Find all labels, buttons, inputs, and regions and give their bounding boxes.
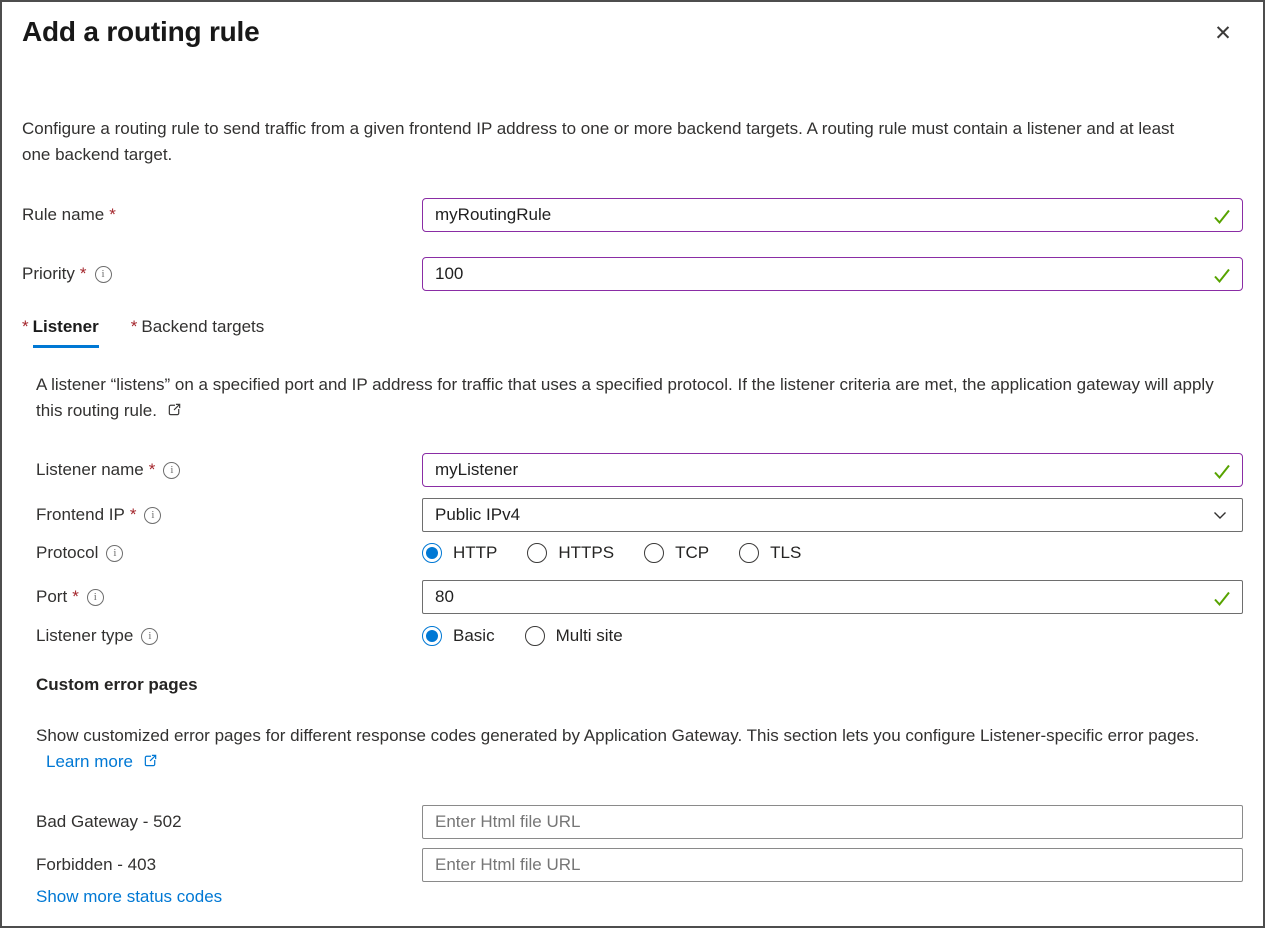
required-asterisk: * xyxy=(129,505,137,524)
bad-gateway-row xyxy=(22,805,1243,839)
listener-info-text xyxy=(22,372,1217,425)
rule-name-label-text: Rule name xyxy=(22,205,105,224)
protocol-row xyxy=(22,540,1243,566)
required-asterisk: * xyxy=(109,205,116,224)
tab-backend-targets-label: Backend targets xyxy=(141,317,265,336)
learn-more-label: Learn more xyxy=(46,752,133,771)
info-icon[interactable] xyxy=(144,507,161,524)
forbidden-field-wrap xyxy=(422,848,1243,882)
forbidden-label-text: Forbidden - 403 xyxy=(36,855,157,874)
radio-multi-site[interactable] xyxy=(525,626,623,646)
info-icon[interactable] xyxy=(141,628,158,645)
radio-tls[interactable] xyxy=(739,543,801,563)
frontend-ip-row xyxy=(22,498,1243,532)
radio-multi-site-label: Multi site xyxy=(555,626,623,645)
custom-error-pages-heading: Custom error pages xyxy=(36,675,198,694)
custom-error-pages-description-text: Show customized error pages for different response codes generated by Application Gateway. This section lets you configure Listener-specific error pages. xyxy=(36,726,1200,745)
custom-error-pages-description xyxy=(22,723,1222,776)
radio-button-icon xyxy=(422,543,442,563)
listener-type-row xyxy=(22,623,1243,649)
close-button[interactable] xyxy=(1207,18,1239,50)
radio-http[interactable] xyxy=(422,543,497,563)
listener-type-label-text: Listener type xyxy=(36,626,134,645)
dialog-description: Configure a routing rule to send traffic from a given frontend IP address to one or more backend targets. A routing rule must contain a listener and at least one backend target. xyxy=(22,119,1175,164)
priority-label xyxy=(22,264,422,284)
page-title: Add a routing rule xyxy=(22,16,260,47)
info-icon[interactable] xyxy=(163,462,180,479)
listener-type-label xyxy=(22,626,422,646)
port-label-text: Port xyxy=(36,587,68,606)
rule-name-label xyxy=(22,205,422,225)
listener-name-row xyxy=(22,453,1243,487)
frontend-ip-label xyxy=(22,505,422,525)
forbidden-label xyxy=(22,855,422,875)
external-link-icon xyxy=(143,750,158,776)
radio-button-icon xyxy=(739,543,759,563)
bad-gateway-label-text: Bad Gateway - 502 xyxy=(36,812,182,831)
learn-more-link[interactable] xyxy=(46,752,158,771)
tab-listener[interactable] xyxy=(22,317,99,348)
forbidden-row xyxy=(22,848,1243,882)
priority-row xyxy=(22,257,1243,291)
info-icon[interactable] xyxy=(106,545,123,562)
port-field-wrap xyxy=(422,580,1243,614)
radio-https[interactable] xyxy=(527,543,614,563)
required-asterisk: * xyxy=(72,587,79,606)
priority-field-wrap xyxy=(422,257,1243,291)
close-icon: ✕ xyxy=(1214,22,1232,45)
show-more-status-codes-link[interactable]: Show more status codes xyxy=(36,887,223,906)
listener-type-radio-group xyxy=(422,623,1243,649)
listener-name-input[interactable] xyxy=(423,454,1242,486)
listener-name-label-text: Listener name xyxy=(36,460,144,479)
forbidden-url-input[interactable] xyxy=(423,849,1242,881)
tab-backend-targets[interactable] xyxy=(131,317,264,345)
chevron-down-icon xyxy=(1212,507,1228,523)
frontend-ip-dropdown[interactable] xyxy=(422,498,1243,532)
required-asterisk: * xyxy=(22,317,29,336)
listener-name-label xyxy=(22,460,422,480)
radio-basic[interactable] xyxy=(422,626,495,646)
required-asterisk: * xyxy=(79,264,87,283)
radio-button-icon xyxy=(644,543,664,563)
listener-info-body: A listener “listens” on a specified port and IP address for traffic that uses a specified protocol. If the listener criteria are met, the application gateway will apply this routing rule. xyxy=(36,375,1214,420)
port-input[interactable] xyxy=(423,581,1242,613)
rule-name-field-wrap xyxy=(422,198,1243,232)
protocol-radio-group xyxy=(422,540,1243,566)
protocol-label xyxy=(22,543,422,563)
priority-input[interactable] xyxy=(423,258,1242,290)
info-icon[interactable] xyxy=(87,589,104,606)
port-label xyxy=(22,587,422,607)
external-link-icon[interactable] xyxy=(167,399,182,425)
required-asterisk: * xyxy=(130,317,138,336)
rule-name-row xyxy=(22,198,1243,232)
required-asterisk: * xyxy=(148,460,156,479)
radio-button-icon xyxy=(525,626,545,646)
protocol-label-text: Protocol xyxy=(36,543,99,562)
radio-http-label: HTTP xyxy=(453,543,498,562)
radio-button-icon xyxy=(422,626,442,646)
port-row xyxy=(22,580,1243,614)
bad-gateway-field-wrap xyxy=(422,805,1243,839)
tab-bar xyxy=(22,317,1243,348)
tab-listener-label: Listener xyxy=(33,317,99,348)
bad-gateway-label xyxy=(22,812,422,832)
rule-name-input[interactable] xyxy=(423,199,1242,231)
frontend-ip-selected-value: Public IPv4 xyxy=(435,505,521,524)
listener-name-field-wrap xyxy=(422,453,1243,487)
radio-tls-label: TLS xyxy=(770,543,802,562)
radio-tcp[interactable] xyxy=(644,543,709,563)
radio-https-label: HTTPS xyxy=(558,543,615,562)
priority-label-text: Priority xyxy=(22,264,75,283)
info-icon[interactable] xyxy=(95,266,112,283)
frontend-ip-label-text: Frontend IP xyxy=(36,505,125,524)
radio-basic-label: Basic xyxy=(453,626,495,645)
radio-button-icon xyxy=(527,543,547,563)
bad-gateway-url-input[interactable] xyxy=(423,806,1242,838)
radio-tcp-label: TCP xyxy=(675,543,710,562)
